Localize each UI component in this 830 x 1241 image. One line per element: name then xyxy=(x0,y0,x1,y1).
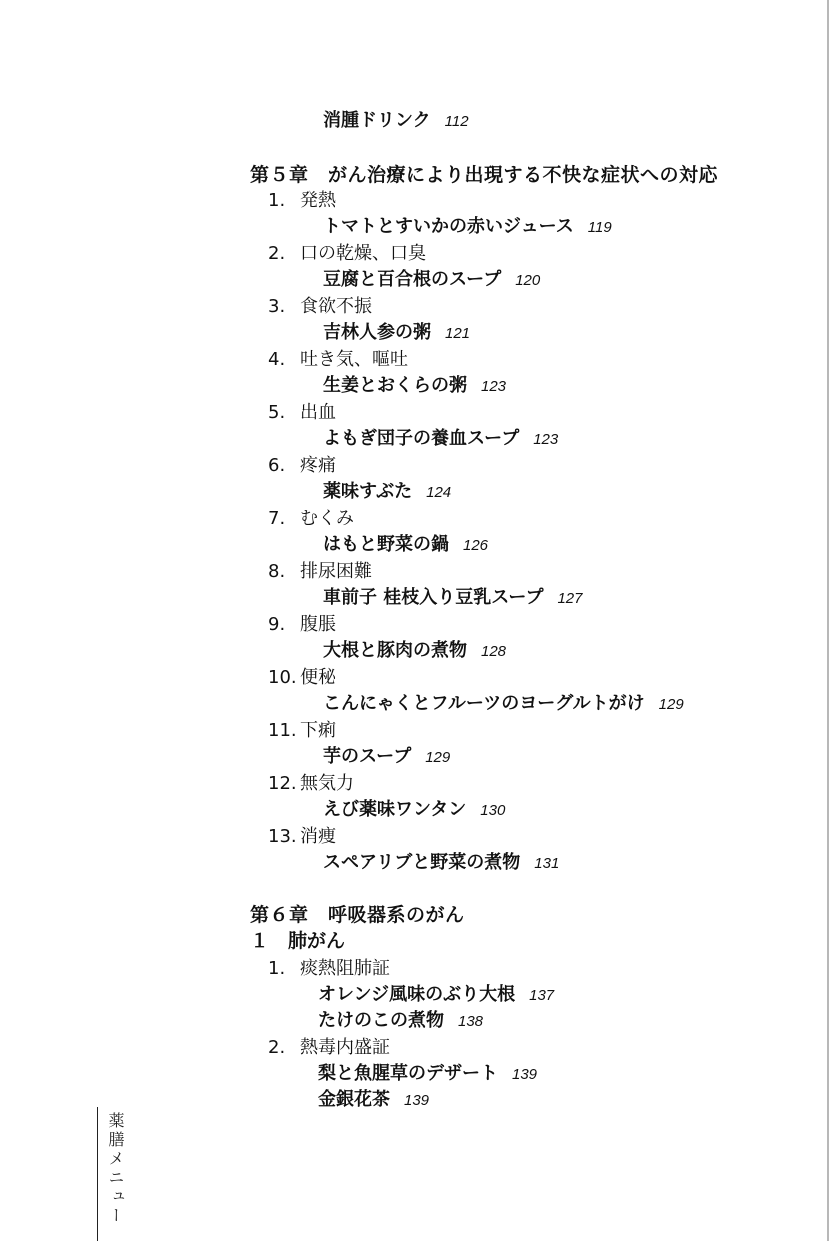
page-number: 126 xyxy=(463,537,489,554)
toc-recipe: 生姜とおくらの粥 123 xyxy=(323,375,507,396)
toc-item: 11. 下痢 xyxy=(268,720,336,741)
page-number: 138 xyxy=(458,1013,484,1030)
toc-item: 6. 疼痛 xyxy=(268,455,336,476)
toc-recipe: 吉林人参の粥 121 xyxy=(323,322,471,343)
toc-item: 7. むくみ xyxy=(268,508,354,529)
toc-item: 1. 発熱 xyxy=(268,190,336,211)
toc-recipe: よもぎ団子の養血スープ 123 xyxy=(323,428,559,449)
toc-recipe: 薬味すぶた 124 xyxy=(323,481,452,502)
toc-item: 1. 痰熱阻肺証 xyxy=(268,958,390,979)
page-number: 119 xyxy=(587,219,612,236)
page-number: 112 xyxy=(444,113,469,130)
page-number: 139 xyxy=(404,1092,430,1109)
page-number: 130 xyxy=(480,802,506,819)
toc-item: 8. 排尿困難 xyxy=(268,561,372,582)
side-rule xyxy=(97,1107,98,1241)
toc-recipe: オレンジ風味のぶり大根 137 xyxy=(318,984,555,1005)
page-number: 120 xyxy=(515,272,541,289)
toc-item: 4. 吐き気、嘔吐 xyxy=(268,349,408,370)
toc-item: 2. 熱毒内盛証 xyxy=(268,1037,390,1058)
toc-item: 12. 無気力 xyxy=(268,773,354,794)
toc-recipe: 車前子 桂枝入り豆乳スープ 127 xyxy=(323,587,583,608)
page-number: 127 xyxy=(557,590,583,607)
toc-item: 2. 口の乾燥、口臭 xyxy=(268,243,426,264)
toc-item: 5. 出血 xyxy=(268,402,336,423)
toc-recipe: 芋のスープ 129 xyxy=(323,746,451,767)
toc-recipe: 消腫ドリンク 112 xyxy=(323,110,469,131)
toc-recipe: トマトとすいかの赤いジュース 119 xyxy=(323,216,612,237)
toc-item: 10. 便秘 xyxy=(268,667,336,688)
page-number: 124 xyxy=(426,484,452,501)
page-number: 137 xyxy=(529,987,555,1004)
toc-recipe: たけのこの煮物 138 xyxy=(318,1010,484,1031)
toc-recipe: 豆腐と百合根のスープ 120 xyxy=(323,269,541,290)
toc-recipe: 大根と豚肉の煮物 128 xyxy=(323,640,507,661)
page-number: 129 xyxy=(425,749,451,766)
toc-item: 13. 消痩 xyxy=(268,826,336,847)
toc-recipe: こんにゃくとフルーツのヨーグルトがけ 129 xyxy=(323,693,684,714)
page-number: 139 xyxy=(512,1066,538,1083)
page-number: 121 xyxy=(445,325,471,342)
section-heading: １ 肺がん xyxy=(250,930,346,952)
page-number: 123 xyxy=(481,378,507,395)
toc-item: 3. 食欲不振 xyxy=(268,296,372,317)
toc-recipe: 梨と魚腥草のデザート 139 xyxy=(318,1063,538,1084)
toc-item: 9. 腹脹 xyxy=(268,614,336,635)
chapter-heading: 第６章 呼吸器系のがん xyxy=(250,904,465,926)
toc-recipe: はもと野菜の鍋 126 xyxy=(323,534,489,555)
page-number: 128 xyxy=(481,643,507,660)
page-number: 129 xyxy=(658,696,684,713)
chapter-heading: 第５章 がん治療により出現する不快な症状への対応 xyxy=(250,164,719,186)
toc-recipe: 金銀花茶 139 xyxy=(318,1089,430,1110)
toc-recipe: スペアリブと野菜の煮物 131 xyxy=(323,852,560,873)
page-number: 123 xyxy=(533,431,559,448)
toc-recipe: えび薬味ワンタン 130 xyxy=(323,799,506,820)
side-label: 薬膳メニュー xyxy=(106,1112,125,1226)
page-number: 131 xyxy=(534,855,560,872)
page-edge xyxy=(827,0,829,1241)
